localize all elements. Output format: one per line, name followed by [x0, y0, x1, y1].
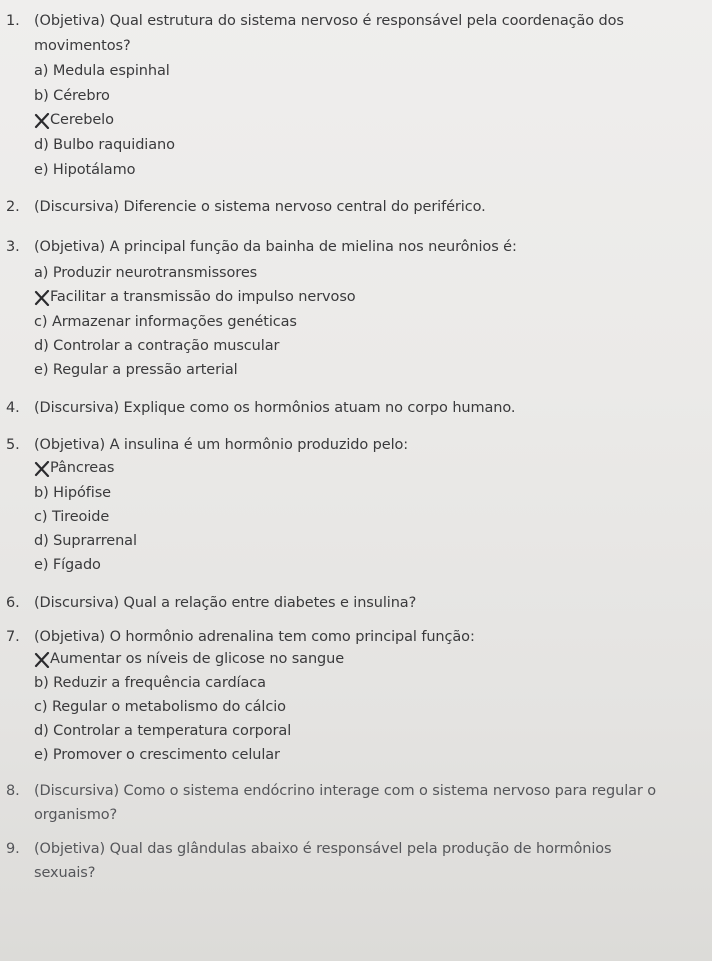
option-b-selected: Facilitar a transmissão do impulso nervoso [50, 289, 356, 305]
question-text: (Objetiva) Qual das glândulas abaixo é responsável pela produção de hormônios [34, 841, 612, 857]
question-text: (Objetiva) O hormônio adrenalina tem como principal função: [34, 629, 475, 645]
option-c: c) Tireoide [34, 509, 110, 525]
question-number: 5. [6, 437, 20, 453]
question-number: 6. [6, 595, 20, 611]
question-text: (Objetiva) A principal função da bainha de mielina nos neurônios é: [34, 239, 517, 255]
option-d: d) Controlar a contração muscular [34, 338, 280, 354]
question-text: (Discursiva) Diferencie o sistema nervoso central do periférico. [34, 199, 486, 215]
question-1 [6, 12, 624, 30]
question-2 [6, 198, 486, 216]
question-number: 1. [6, 13, 20, 29]
option-c: c) Regular o metabolismo do cálcio [34, 699, 286, 715]
handwritten-x-mark-icon [34, 113, 50, 129]
option-b: b) Hipófise [34, 485, 111, 501]
question-number: 7. [6, 629, 20, 645]
question-text-continued: organismo? [34, 807, 118, 823]
question-text: (Objetiva) Qual estrutura do sistema nervoso é responsável pela coordenação dos [34, 13, 624, 29]
option-e: e) Promover o crescimento celular [34, 747, 280, 763]
question-text: (Objetiva) A insulina é um hormônio produzido pelo: [34, 437, 409, 453]
question-text-continued: movimentos? [34, 38, 131, 54]
question-number: 4. [6, 400, 20, 416]
option-a-selected: Aumentar os níveis de glicose no sangue [50, 651, 345, 667]
question-6 [6, 594, 416, 612]
question-7 [6, 628, 475, 646]
option-b: b) Reduzir a frequência cardíaca [34, 675, 266, 691]
question-9 [6, 840, 611, 858]
option-c: c) Armazenar informações genéticas [34, 314, 297, 330]
option-a: a) Produzir neurotransmissores [34, 265, 258, 281]
question-number: 8. [6, 783, 20, 799]
option-c-selected: Cerebelo [50, 112, 114, 128]
option-d: d) Bulbo raquidiano [34, 137, 175, 153]
option-a-selected: Pâncreas [50, 460, 115, 476]
question-4 [6, 399, 515, 417]
option-a: a) Medula espinhal [34, 63, 170, 79]
option-e: e) Regular a pressão arterial [34, 362, 238, 378]
question-number: 2. [6, 199, 20, 215]
handwritten-x-mark-icon [34, 652, 50, 668]
question-5 [6, 436, 408, 454]
handwritten-x-mark-icon [34, 461, 50, 477]
question-text: (Discursiva) Qual a relação entre diabetes e insulina? [34, 595, 417, 611]
option-e: e) Fígado [34, 557, 101, 573]
option-e: e) Hipotálamo [34, 162, 136, 178]
option-b: b) Cérebro [34, 88, 110, 104]
question-text: (Discursiva) Como o sistema endócrino interage com o sistema nervoso para regular o [34, 783, 657, 799]
option-d: d) Controlar a temperatura corporal [34, 723, 292, 739]
question-number: 9. [6, 841, 20, 857]
option-d: d) Suprarrenal [34, 533, 137, 549]
handwritten-x-mark-icon [34, 290, 50, 306]
question-number: 3. [6, 239, 20, 255]
question-text-continued: sexuais? [34, 865, 96, 881]
question-3 [6, 238, 517, 256]
question-text: (Discursiva) Explique como os hormônios atuam no corpo humano. [34, 400, 516, 416]
question-8 [6, 782, 656, 800]
